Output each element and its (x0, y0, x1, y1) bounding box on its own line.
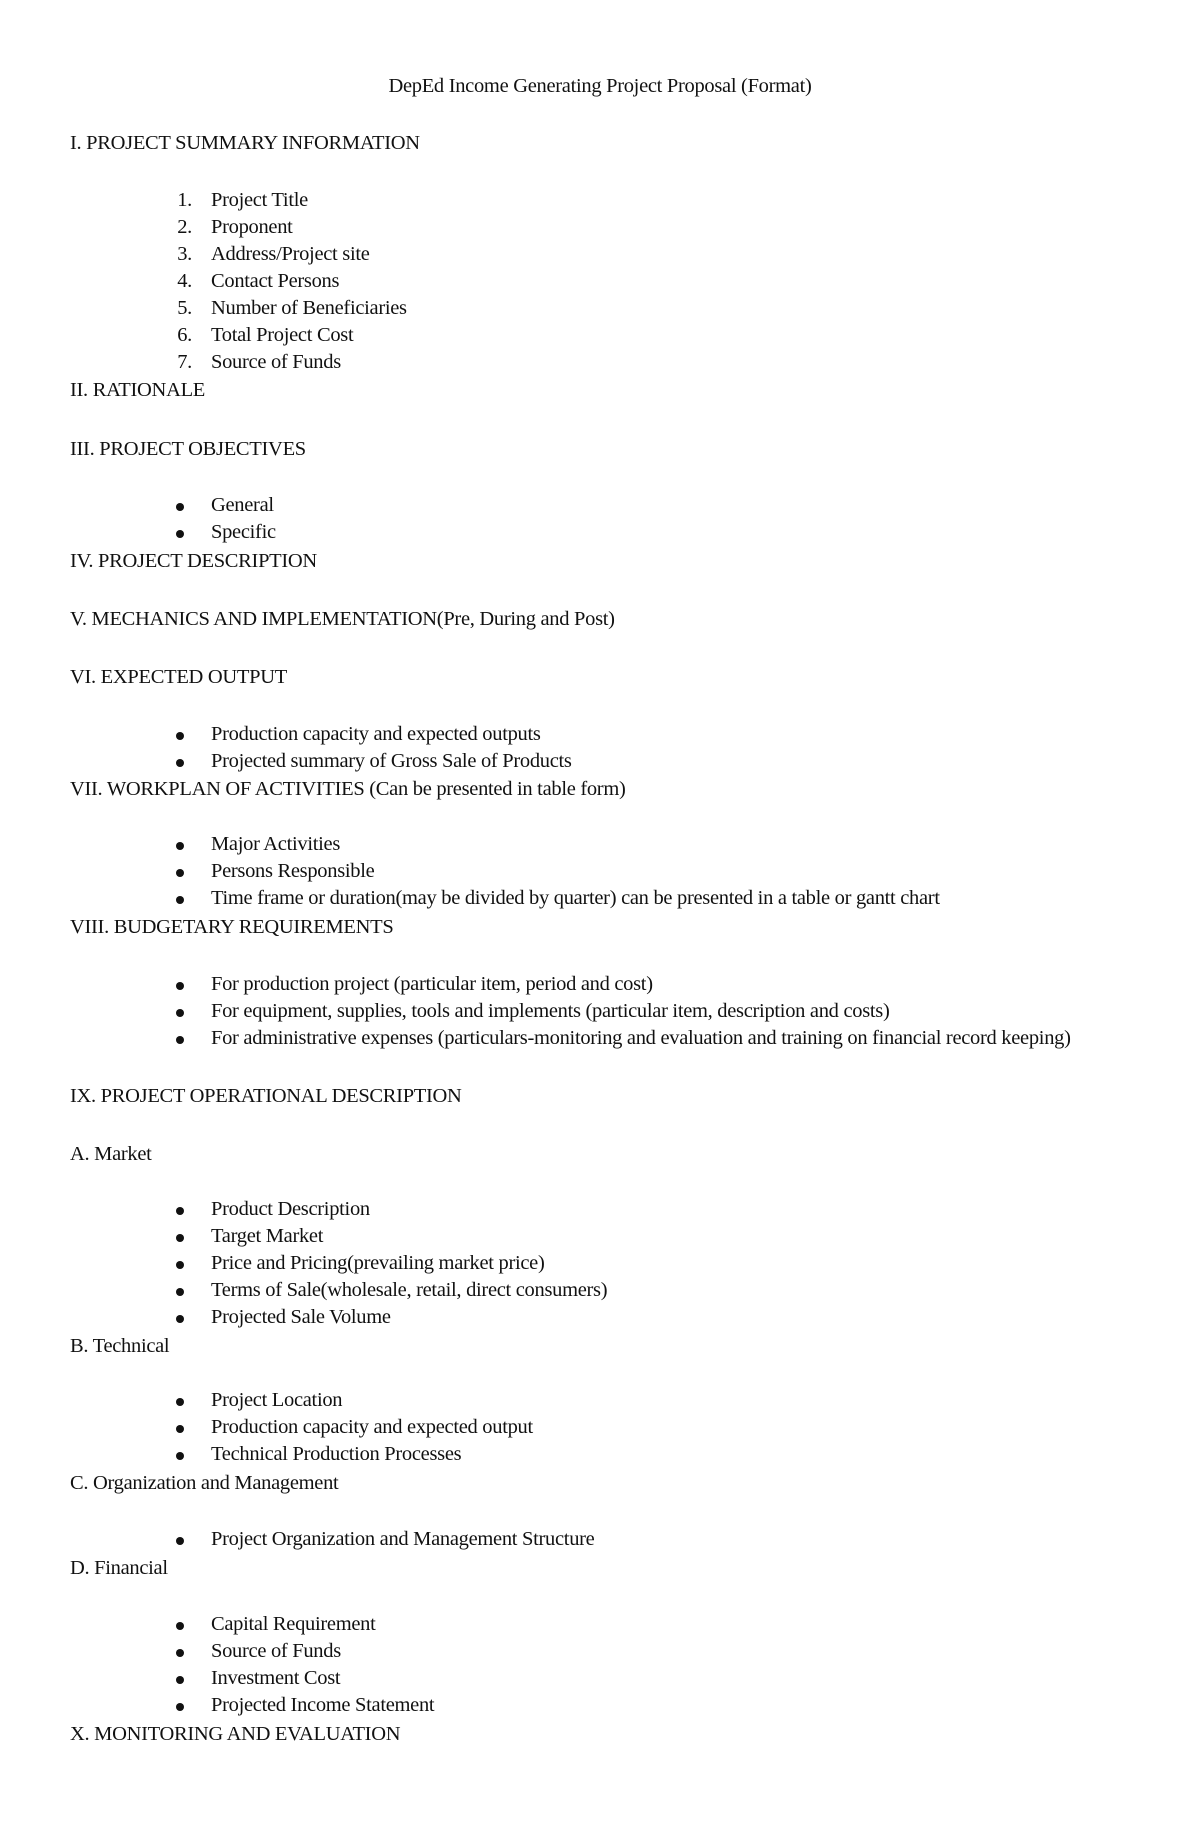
subsection-heading-technical: B. Technical (70, 1335, 170, 1357)
list-number: 7. (177, 351, 192, 373)
list-item-text: Source of Funds (211, 351, 341, 373)
bullet-icon (176, 842, 184, 850)
section-heading-project-description: IV. PROJECT DESCRIPTION (70, 550, 317, 572)
bullet-icon (176, 1288, 184, 1296)
section-heading-rationale: II. RATIONALE (70, 379, 206, 401)
subsection-heading-organization: C. Organization and Management (70, 1472, 339, 1494)
section-heading-project-objectives: III. PROJECT OBJECTIVES (70, 438, 306, 460)
bullet-icon (176, 1622, 184, 1630)
bullet-icon (176, 732, 184, 740)
document-title: DepEd Income Generating Project Proposal (Format) (388, 75, 812, 97)
list-item-text: Projected Income Statement (211, 1694, 435, 1716)
list-item-text: Target Market (211, 1225, 324, 1247)
list-item-text: Major Activities (211, 833, 341, 855)
list-item-text: Number of Beneficiaries (211, 297, 407, 319)
list-item-text: Project Organization and Management Structure (211, 1528, 595, 1550)
bullet-icon (176, 1036, 184, 1044)
list-item-text: Capital Requirement (211, 1613, 376, 1635)
section-heading-budgetary-requirements: VIII. BUDGETARY REQUIREMENTS (70, 916, 394, 938)
list-number: 5. (177, 297, 192, 319)
list-item-text: Contact Persons (211, 270, 340, 292)
list-number: 1. (177, 189, 192, 211)
bullet-icon (176, 530, 184, 538)
bullet-icon (176, 1398, 184, 1406)
bullet-icon (176, 1649, 184, 1657)
section-heading-workplan: VII. WORKPLAN OF ACTIVITIES (Can be presented in table form) (70, 778, 626, 800)
list-item-text: Persons Responsible (211, 860, 375, 882)
list-item-text: For equipment, supplies, tools and implements (particular item, description and costs) (211, 1000, 890, 1022)
bullet-icon (176, 759, 184, 767)
bullet-icon (176, 1234, 184, 1242)
bullet-icon (176, 1207, 184, 1215)
list-number: 4. (177, 270, 192, 292)
list-item-text: For production project (particular item, period and cost) (211, 973, 653, 995)
list-number: 6. (177, 324, 192, 346)
list-number: 3. (177, 243, 192, 265)
bullet-icon (176, 1425, 184, 1433)
bullet-icon (176, 896, 184, 904)
section-heading-project-summary: I. PROJECT SUMMARY INFORMATION (70, 132, 420, 154)
list-item-text: Investment Cost (211, 1667, 341, 1689)
list-number: 2. (177, 216, 192, 238)
subsection-heading-market: A. Market (70, 1143, 152, 1165)
list-item-text: Terms of Sale(wholesale, retail, direct consumers) (211, 1279, 608, 1301)
section-heading-expected-output: VI. EXPECTED OUTPUT (70, 666, 287, 688)
section-heading-operational-description: IX. PROJECT OPERATIONAL DESCRIPTION (70, 1085, 462, 1107)
list-item-text: Production capacity and expected outputs (211, 723, 541, 745)
bullet-icon (176, 503, 184, 511)
list-item-text: Production capacity and expected output (211, 1416, 533, 1438)
list-item-text: Projected summary of Gross Sale of Products (211, 750, 572, 772)
list-item-text: Time frame or duration(may be divided by quarter) can be presented in a table or gantt chart (211, 887, 940, 909)
bullet-icon (176, 1009, 184, 1017)
list-item-text: Project Title (211, 189, 308, 211)
list-item-text: Address/Project site (211, 243, 370, 265)
list-item-text: Specific (211, 521, 276, 543)
list-item-text: Price and Pricing(prevailing market price) (211, 1252, 545, 1274)
list-item-text: Total Project Cost (211, 324, 354, 346)
list-item-text: Source of Funds (211, 1640, 341, 1662)
list-item-text: Proponent (211, 216, 293, 238)
bullet-icon (176, 869, 184, 877)
list-item-text: General (211, 494, 274, 516)
bullet-icon (176, 1315, 184, 1323)
bullet-icon (176, 1452, 184, 1460)
section-heading-mechanics: V. MECHANICS AND IMPLEMENTATION(Pre, During and Post) (70, 608, 615, 630)
bullet-icon (176, 982, 184, 990)
subsection-heading-financial: D. Financial (70, 1557, 168, 1579)
bullet-icon (176, 1537, 184, 1545)
list-item-text: Project Location (211, 1389, 343, 1411)
list-item-text: For administrative expenses (particulars-monitoring and evaluation and training on financial record keeping) (211, 1027, 1071, 1049)
list-item-text: Product Description (211, 1198, 370, 1220)
list-item-text: Projected Sale Volume (211, 1306, 391, 1328)
bullet-icon (176, 1703, 184, 1711)
bullet-icon (176, 1261, 184, 1269)
bullet-icon (176, 1676, 184, 1684)
section-heading-monitoring-evaluation: X. MONITORING AND EVALUATION (70, 1723, 401, 1745)
list-item-text: Technical Production Processes (211, 1443, 462, 1465)
